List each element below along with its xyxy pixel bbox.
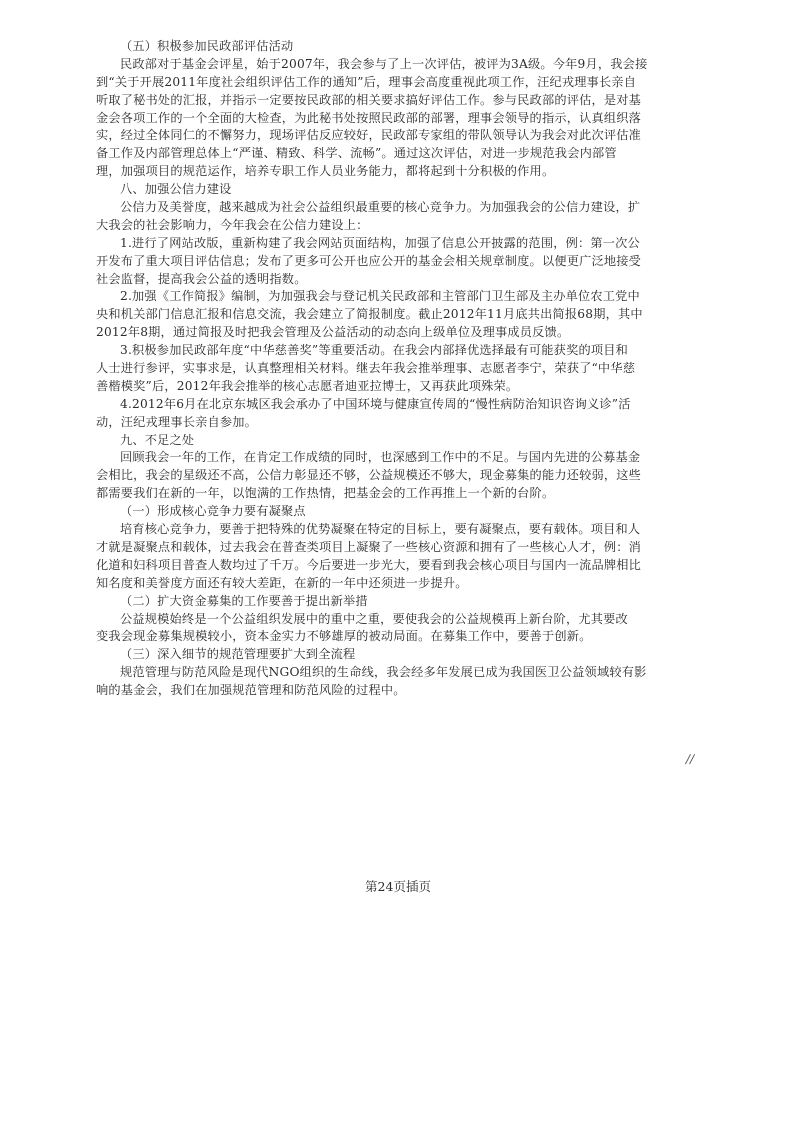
text-line: 3.积极参加民政部年度“中华慈善奖”等重要活动。在我会内部择优选择最有可能获奖的项目和 [120, 343, 629, 358]
text-line: 培育核心竞争力，要善于把特殊的优势凝聚在特定的目标上，要有凝聚点，要有载体。项目和人 [120, 522, 641, 537]
text-line: （三）深入细节的规范管理要扩大到全流程 [120, 647, 356, 662]
text-line: 回顾我会一年的工作，在肯定工作成绩的同时，也深感到工作中的不足。与国内先进的公募基金 [120, 450, 641, 465]
text-line: 善楷模奖”后，2012年我会推举的核心志愿者迪亚拉博士，又再获此项殊荣。 [96, 378, 519, 393]
text-line: 动，汪纪戎理事长亲自参加。 [96, 414, 258, 429]
text-line: 央和机关部门信息汇报和信息交流，我会建立了简报制度。截止2012年11月底共出简报68期，其中 [96, 307, 643, 322]
text-line: 理，加强项目的规范运作，培养专职工作人员业务能力，都将起到十分积极的作用。 [96, 164, 555, 179]
text-line: 1.进行了网站改版，重新构建了我会网站页面结构，加强了信息公开披露的范围，例：第一次公 [120, 235, 640, 250]
text-line: 人士进行参评，实事求是，认真整理相关材料。继去年我会推举理事、志愿者李宁，荣获了“中华慈 [96, 361, 636, 376]
text-line: 规范管理与防范风险是现代NGO组织的生命线，我会经多年发展已成为我国医卫公益领域较有影 [120, 665, 647, 680]
text-line: 会相比，我会的星级还不高，公信力彰显还不够，公益规模还不够大，现金募集的能力还较弱，这些 [96, 468, 642, 483]
text-line: （五）积极参加民政部评估活动 [120, 39, 294, 53]
document-body [96, 38, 696, 700]
text-line: 2.加强《工作简报》编制，为加强我会与登记机关民政部和主管部门卫生部及主办单位农工党中 [120, 289, 640, 304]
text-line: 八、加强公信力建设 [120, 182, 232, 197]
text-line: 公益规模始终是一个公益组织发展中的重中之重，要使我会的公益规模再上新台阶，尤其要改 [120, 611, 628, 626]
text-line: 金会各项工作的一个全面的大检查，为此秘书处按照民政部的部署，理事会领导的指示，认真组织落 [96, 110, 642, 125]
pen-mark: // [684, 752, 696, 766]
text-line: 才就是凝聚点和载体，过去我会在普查类项目上凝聚了一些核心资源和拥有了一些核心人才，例：消 [96, 539, 642, 554]
text-line: 2012年8期，通过简报及时把我会管理及公益活动的动态向上级单位及理事成员反馈。 [96, 325, 570, 340]
text-line: 到“关于开展2011年度社会组织评估工作的通知”后，理事会高度重视此项工作，汪纪戎理事长亲自 [96, 74, 637, 89]
text-line: 民政部对于基金会评星，始于2007年，我会参与了上一次评估，被评为3A级。今年9月，我会接 [120, 56, 648, 71]
page-footer: 第24页插页 [365, 879, 431, 894]
text-line: 大我会的社会影响力，今年我会在公信力建设上： [96, 217, 369, 232]
text-line: 实，经过全体同仁的不懈努力，现场评估反应较好，民政部专家组的带队领导认为我会对此次评估准 [96, 128, 642, 143]
text-line: 都需要我们在新的一年，以饱满的工作热情，把基金会的工作再推上一个新的台阶。 [96, 486, 555, 501]
text-line: 公信力及美誉度，越来越成为社会公益组织最重要的核心竞争力。为加强我会的公信力建设，扩 [120, 200, 641, 215]
text-line: （一）形成核心竞争力要有凝聚点 [120, 504, 306, 519]
text-line: 开发布了重大项目评估信息；发布了更多可公开也应公开的基金会相关规章制度。以便更广泛地接受 [96, 253, 642, 268]
text-line: 化道和妇科项目普查人数均过了千万。今后要进一步光大，要看到我会核心项目与国内一流品牌相比 [96, 557, 642, 572]
text-line: 备工作及内部管理总体上“严谨、精致、科学、流畅”。通过这次评估，对进一步规范我会内部管 [96, 146, 617, 161]
text-line: 响的基金会，我们在加强规范管理和防范风险的过程中。 [96, 683, 406, 698]
text-line: 4.2012年6月在北京东城区我会承办了中国环境与健康宣传周的“慢性病防治知识咨询义诊”活 [120, 396, 631, 411]
text-line: 变我会现金募集规模较小，资本金实力不够雄厚的被动局面。在募集工作中，要善于创新。 [96, 629, 592, 644]
text-line: 知名度和美誉度方面还有较大差距，在新的一年中还须进一步提升。 [96, 575, 468, 590]
text-line: 社会监督，提高我会公益的透明指数。 [96, 271, 307, 286]
text-line: （二）扩大资金募集的工作要善于提出新举措 [120, 593, 368, 608]
text-line: 九、不足之处 [120, 432, 195, 447]
text-line: 听取了秘书处的汇报，并指示一定要按民政部的相关要求搞好评估工作。参与民政部的评估，是对基 [96, 92, 642, 107]
